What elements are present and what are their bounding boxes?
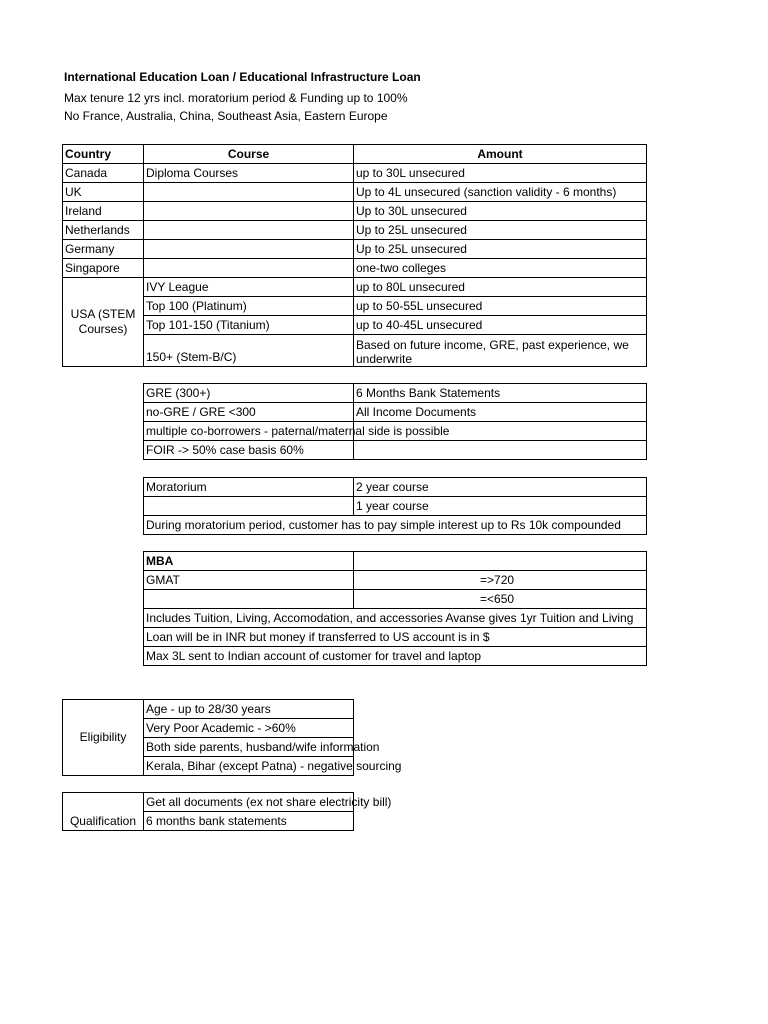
table-row xyxy=(144,571,647,590)
gmat-label: GMAT xyxy=(144,571,354,590)
table-row xyxy=(144,647,647,666)
table-row xyxy=(144,384,647,403)
tenure-note: Max tenure 12 yrs incl. moratorium period & Funding up to 100% xyxy=(64,91,408,105)
table-row xyxy=(63,221,647,240)
amount-cell: up to 30L unsecured xyxy=(354,164,647,183)
qualification-item: Get all documents (ex not share electricity bill) xyxy=(144,793,354,812)
moratorium-option: 1 year course xyxy=(354,497,647,516)
course-cell xyxy=(144,221,354,240)
course-cell: Top 100 (Platinum) xyxy=(144,297,354,316)
qualification-label: Qualification xyxy=(63,793,144,831)
mba-note: Max 3L sent to Indian account of customer for travel and laptop xyxy=(144,647,647,666)
qualification-table xyxy=(62,792,392,831)
mba-note: Includes Tuition, Living, Accomodation, and accessories Avanse gives 1yr Tuition and Living xyxy=(144,609,647,628)
eligibility-label: Eligibility xyxy=(63,700,144,776)
moratorium-table xyxy=(143,477,647,535)
country-cell: Germany xyxy=(63,240,144,259)
course-cell xyxy=(144,183,354,202)
countries-table xyxy=(62,144,647,367)
table-row xyxy=(63,278,647,297)
amount-cell: Up to 25L unsecured xyxy=(354,240,647,259)
amount-cell: up to 50-55L unsecured xyxy=(354,297,647,316)
country-cell: Netherlands xyxy=(63,221,144,240)
gre-document-cell xyxy=(354,441,647,460)
eligibility-table xyxy=(62,699,402,776)
gre-document-cell: All Income Documents xyxy=(354,403,647,422)
gmat-value: =<650 xyxy=(354,590,647,609)
eligibility-item: Very Poor Academic - >60% xyxy=(144,719,354,738)
moratorium-option: 2 year course xyxy=(354,478,647,497)
country-cell: Ireland xyxy=(63,202,144,221)
table-row xyxy=(144,609,647,628)
amount-header: Amount xyxy=(354,145,647,164)
table-row xyxy=(63,793,354,812)
course-header: Course xyxy=(144,145,354,164)
gre-criteria-cell: no-GRE / GRE <300 xyxy=(144,403,354,422)
table-header-row xyxy=(63,145,647,164)
mba-table xyxy=(143,551,647,666)
table-row xyxy=(144,422,647,441)
moratorium-note: During moratorium period, customer has to pay simple interest up to Rs 10k compounded xyxy=(144,516,647,535)
amount-cell: Up to 4L unsecured (sanction validity - 6 months) xyxy=(354,183,647,202)
eligibility-item: Both side parents, husband/wife information xyxy=(144,738,354,757)
gre-criteria-cell: GRE (300+) xyxy=(144,384,354,403)
table-row xyxy=(63,259,647,278)
table-row xyxy=(63,335,647,367)
table-row xyxy=(144,590,647,609)
table-row xyxy=(63,316,647,335)
country-cell: UK xyxy=(63,183,144,202)
course-cell: Diploma Courses xyxy=(144,164,354,183)
course-cell: 150+ (Stem-B/C) xyxy=(144,335,354,367)
eligibility-item: Kerala, Bihar (except Patna) - negative sourcing xyxy=(144,757,354,776)
course-cell xyxy=(144,240,354,259)
amount-cell: one-two colleges xyxy=(354,259,647,278)
table-row xyxy=(63,700,354,719)
empty-cell xyxy=(144,590,354,609)
amount-cell: Up to 25L unsecured xyxy=(354,221,647,240)
mba-title: MBA xyxy=(144,552,354,571)
gre-table xyxy=(143,383,647,460)
empty-cell xyxy=(354,552,647,571)
table-row xyxy=(63,164,647,183)
amount-cell: up to 40-45L unsecured xyxy=(354,316,647,335)
amount-cell: Up to 30L unsecured xyxy=(354,202,647,221)
table-row xyxy=(63,183,647,202)
co-borrowers-cell: multiple co-borrowers - paternal/maternal side is possible xyxy=(144,422,354,441)
empty-cell xyxy=(144,497,354,516)
amount-cell: Based on future income, GRE, past experience, we underwrite xyxy=(354,335,647,367)
course-cell: Top 101-150 (Titanium) xyxy=(144,316,354,335)
amount-cell: up to 80L unsecured xyxy=(354,278,647,297)
gmat-value: =>720 xyxy=(354,571,647,590)
eligibility-item: Age - up to 28/30 years xyxy=(144,700,354,719)
country-cell: Canada xyxy=(63,164,144,183)
country-cell: Singapore xyxy=(63,259,144,278)
document-title: International Education Loan / Educational Infrastructure Loan xyxy=(64,70,421,84)
course-cell xyxy=(144,202,354,221)
table-row xyxy=(144,478,647,497)
mba-note: Loan will be in INR but money if transferred to US account is in $ xyxy=(144,628,647,647)
course-cell: IVY League xyxy=(144,278,354,297)
usa-country-cell: USA (STEM Courses) xyxy=(63,278,144,367)
table-row xyxy=(63,297,647,316)
excluded-regions-note: No France, Australia, China, Southeast Asia, Eastern Europe xyxy=(64,109,388,123)
table-row xyxy=(63,202,647,221)
course-cell xyxy=(144,259,354,278)
country-header: Country xyxy=(63,145,144,164)
moratorium-label: Moratorium xyxy=(144,478,354,497)
table-row xyxy=(63,240,647,259)
table-row xyxy=(144,497,647,516)
qualification-item: 6 months bank statements xyxy=(144,812,354,831)
table-row xyxy=(144,403,647,422)
table-row xyxy=(144,628,647,647)
gre-document-cell: 6 Months Bank Statements xyxy=(354,384,647,403)
table-row xyxy=(144,441,647,460)
table-row xyxy=(144,552,647,571)
foir-cell: FOIR -> 50% case basis 60% xyxy=(144,441,354,460)
table-row xyxy=(144,516,647,535)
